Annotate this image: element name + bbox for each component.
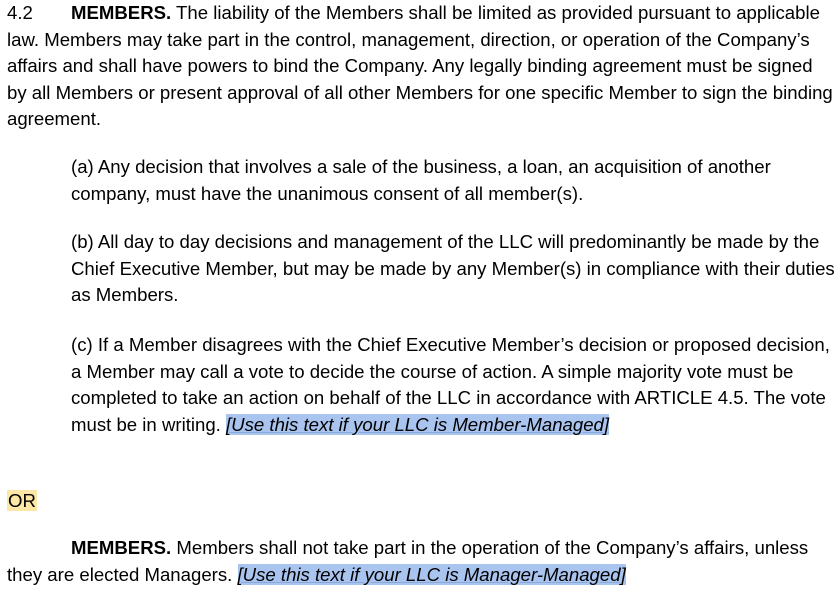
- manager-managed-note[interactable]: [Use this text if your LLC is Manager-Managed]: [237, 563, 626, 585]
- alternative-body: Members shall not take part in the operation of the Company’s affairs, unless they are elected Managers.: [7, 537, 809, 585]
- subsection-c-text: (c) If a Member disagrees with the Chief Executive Member’s decision or proposed decision, a Member may call a vote to decide the course of action. A simple majority vote must be completed to take an action on behalf of the LLC in accordance with ARTICLE 4.5. The vote must be in writing.: [71, 334, 830, 435]
- subsection-a: [71, 154, 839, 207]
- or-separator: [7, 488, 37, 515]
- member-managed-note[interactable]: [Use this text if your LLC is Member-Managed]: [226, 413, 610, 435]
- alternative-members-paragraph: [7, 535, 833, 588]
- subsection-b-text: (b) All day to day decisions and management of the LLC will predominantly be made by the Chief Executive Member, but may be made by any Member(s) in compliance with their duties as Members.: [71, 231, 835, 306]
- or-label[interactable]: OR: [8, 490, 36, 511]
- subsection-c: [71, 332, 839, 438]
- section-number: 4.2: [7, 2, 33, 23]
- subsection-a-text: (a) Any decision that involves a sale of the business, a loan, an acquisition of another company, must have the unanimous consent of all member(s).: [71, 156, 771, 204]
- section-heading: MEMBERS.: [71, 2, 172, 23]
- subsection-b: [71, 229, 839, 309]
- section-body: The liability of the Members shall be limited as provided pursuant to applicable law. Members may take part in the control, management, direction, or operation of the Company’s affairs and shall have powers to bind the Company. Any legally binding agreement must be signed by all Members or present approval of all other Members for one specific Member to sign the binding agreement.: [7, 2, 833, 130]
- alternative-heading: MEMBERS.: [71, 537, 172, 558]
- section-4-2-paragraph: [7, 0, 833, 133]
